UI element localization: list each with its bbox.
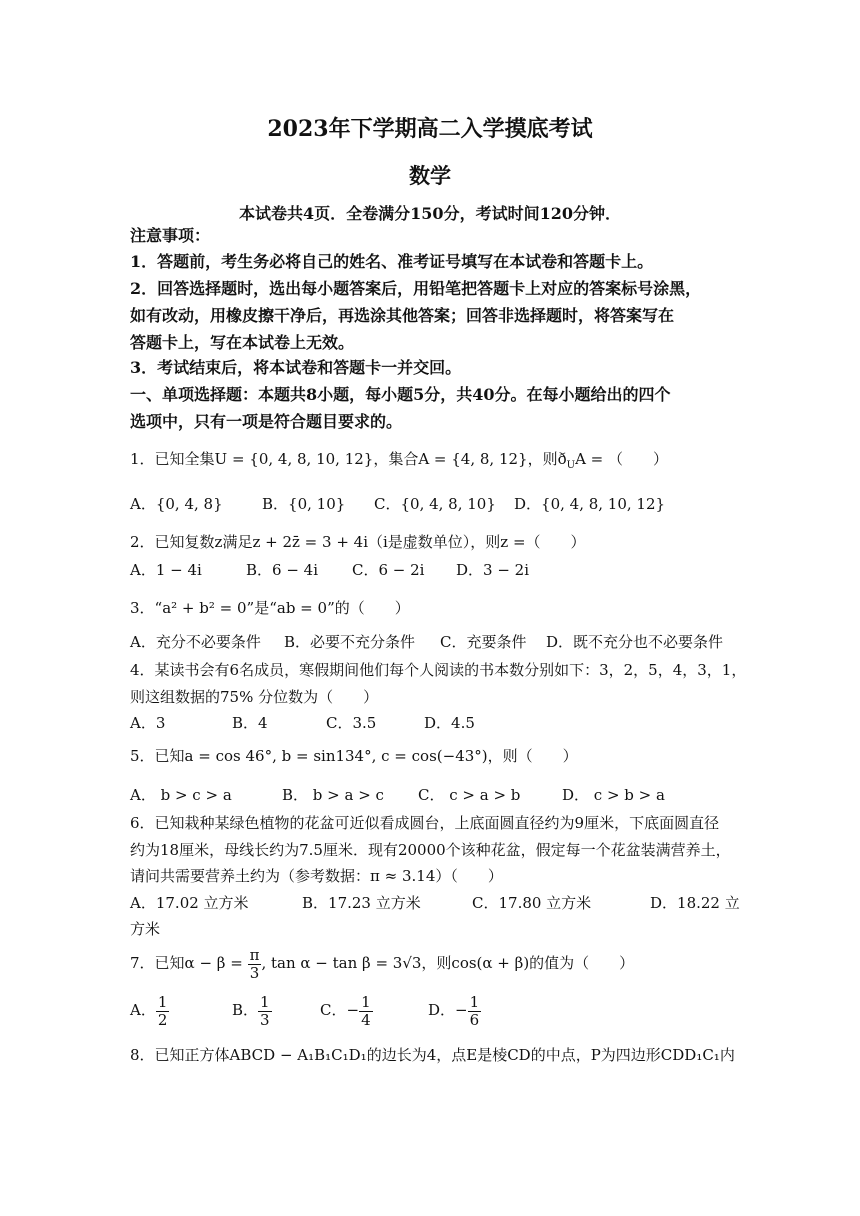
option-sign: − — [455, 1001, 468, 1019]
question-5-option-b: B． b > a > c — [282, 786, 384, 804]
option-sign: − — [346, 1001, 360, 1019]
question-7-option-c — [320, 992, 373, 1029]
notice-heading: 注意事项： — [130, 226, 211, 245]
question-7-option-b — [232, 992, 272, 1029]
question-8-stem: 8．已知正方体ABCD − A₁B₁C₁D₁的边长为4，点E是棱CD的中点，P为四边形CDD₁C₁内 — [130, 1046, 735, 1064]
question-4-option-b: B．4 — [232, 714, 268, 732]
fraction-denominator: 6 — [469, 1010, 480, 1029]
question-6-option-d-wrap: 方米 — [130, 920, 161, 938]
notice-item: 如有改动，用橡皮擦干净后，再选涂其他答案；回答非选择题时，将答案写在 — [130, 306, 675, 325]
exam-title: 2023年下学期高二入学摸底考试 — [267, 116, 593, 142]
question-7-stem — [130, 945, 634, 985]
question-1-stem — [130, 449, 668, 476]
question-3-option-d: D．既不充分也不必要条件 — [546, 633, 724, 651]
question-6-stem-cont: 约为18厘米，母线长约为7.5厘米．现有20000个该种花盆，假定每一个花盆装满营养土， — [130, 841, 731, 859]
question-4-stem: 4．某读书会有6名成员，寒假期间他们每个人阅读的书本数分别如下：3，2，5，4，3，1， — [130, 661, 747, 679]
complement-subscript: U — [566, 460, 576, 471]
question-6-stem-cont2: 请问共需要营养土约为（参考数据：π ≈ 3.14）（ ） — [130, 867, 503, 885]
exam-info: 本试卷共4页．全卷满分150分，考试时间120分钟． — [239, 204, 621, 223]
option-label: C． — [320, 1001, 347, 1019]
fraction-numerator: 1 — [361, 992, 371, 1011]
question-6-option-c: C．17.80 立方米 — [472, 894, 592, 912]
fraction-numerator: 1 — [260, 992, 270, 1011]
question-7-option-a — [130, 992, 169, 1029]
question-2-option-d: D．3 − 2i — [456, 561, 530, 579]
question-5-option-a: A． b > c > a — [130, 786, 232, 804]
question-1-option-b: B．{0, 10} — [262, 495, 346, 513]
question-4-option-d: D．4.5 — [424, 714, 475, 732]
fraction-denominator: 3 — [260, 1010, 270, 1029]
fraction-numerator: 1 — [469, 992, 480, 1011]
question-6-option-a: A．17.02 立方米 — [130, 894, 249, 912]
question-1-option-d: D．{0, 4, 8, 10, 12} — [514, 495, 666, 513]
subject-title: 数学 — [409, 163, 451, 188]
option-label: A． — [130, 1001, 156, 1019]
question-7-option-d — [428, 992, 481, 1029]
question-1-tail: A = （ ） — [575, 450, 669, 468]
notice-item: 2．回答选择题时，选出每小题答案后，用铅笔把答题卡上对应的答案标号涂黑， — [130, 279, 702, 298]
question-6-option-b: B．17.23 立方米 — [302, 894, 421, 912]
question-3-stem: 3．“a² + b² = 0”是“ab = 0”的（ ） — [130, 599, 410, 617]
question-7-text: 7．已知α − β = — [130, 954, 243, 972]
question-3-option-a: A．充分不必要条件 — [130, 633, 261, 651]
option-fraction — [359, 994, 373, 1029]
question-5-option-c: C． c > a > b — [418, 786, 521, 804]
question-4-option-c: C．3.5 — [326, 714, 377, 732]
question-6-option-d: D．18.22 立 — [650, 894, 740, 912]
question-5-option-d: D． c > b > a — [562, 786, 665, 804]
question-1-text: 1．已知全集U = {0, 4, 8, 10, 12}，集合A = {4, 8, 12}，则ð — [130, 450, 567, 468]
question-6-stem: 6．已知栽种某绿色植物的花盆可近似看成圆台，上底面圆直径约为9厘米，下底面圆直径 — [130, 814, 720, 832]
question-1-option-a: A．{0, 4, 8} — [130, 495, 223, 513]
question-7-fraction — [248, 947, 262, 982]
fraction-denominator: 3 — [249, 963, 260, 982]
question-1-option-c: C．{0, 4, 8, 10} — [374, 495, 496, 513]
notice-item: 答题卡上，写在本试卷上无效。 — [130, 333, 355, 352]
option-fraction — [468, 994, 482, 1029]
fraction-denominator: 4 — [361, 1010, 371, 1029]
question-2-option-c: C．6 − 2i — [352, 561, 425, 579]
fraction-denominator: 2 — [157, 1010, 168, 1029]
notice-item: 1．答题前，考生务必将自己的姓名、准考证号填写在本试卷和答题卡上。 — [130, 252, 654, 271]
fraction-numerator: 1 — [157, 992, 168, 1011]
notice-item: 3．考试结束后，将本试卷和答题卡一并交回。 — [130, 358, 462, 377]
section-heading: 一、单项选择题：本题共8小题，每小题5分，共40分。在每小题给出的四个 — [130, 385, 671, 404]
question-3-option-b: B．必要不充分条件 — [284, 633, 416, 651]
question-4-stem-cont: 则这组数据的75% 分位数为（ ） — [130, 688, 379, 706]
question-5-stem: 5．已知a = cos 46°, b = sin134°, c = cos(−43°)，则（ ） — [130, 747, 578, 765]
fraction-numerator: π — [249, 945, 260, 964]
option-label: D． — [428, 1001, 456, 1019]
section-heading-cont: 选项中，只有一项是符合题目要求的。 — [130, 412, 403, 431]
question-3-option-c: C．充要条件 — [440, 633, 527, 651]
question-2-option-b: B．6 − 4i — [246, 561, 319, 579]
question-7-tail: , tan α − tan β = 3√3，则cos(α + β)的值为（ ） — [261, 954, 635, 972]
option-fraction — [258, 994, 272, 1029]
question-4-option-a: A．3 — [130, 714, 166, 732]
question-2-option-a: A．1 − 4i — [130, 561, 202, 579]
option-label: B． — [232, 1001, 259, 1019]
option-fraction — [156, 994, 170, 1029]
question-2-stem: 2．已知复数z满足z + 2z̄ = 3 + 4i（i是虚数单位），则z =（ ） — [130, 533, 586, 551]
